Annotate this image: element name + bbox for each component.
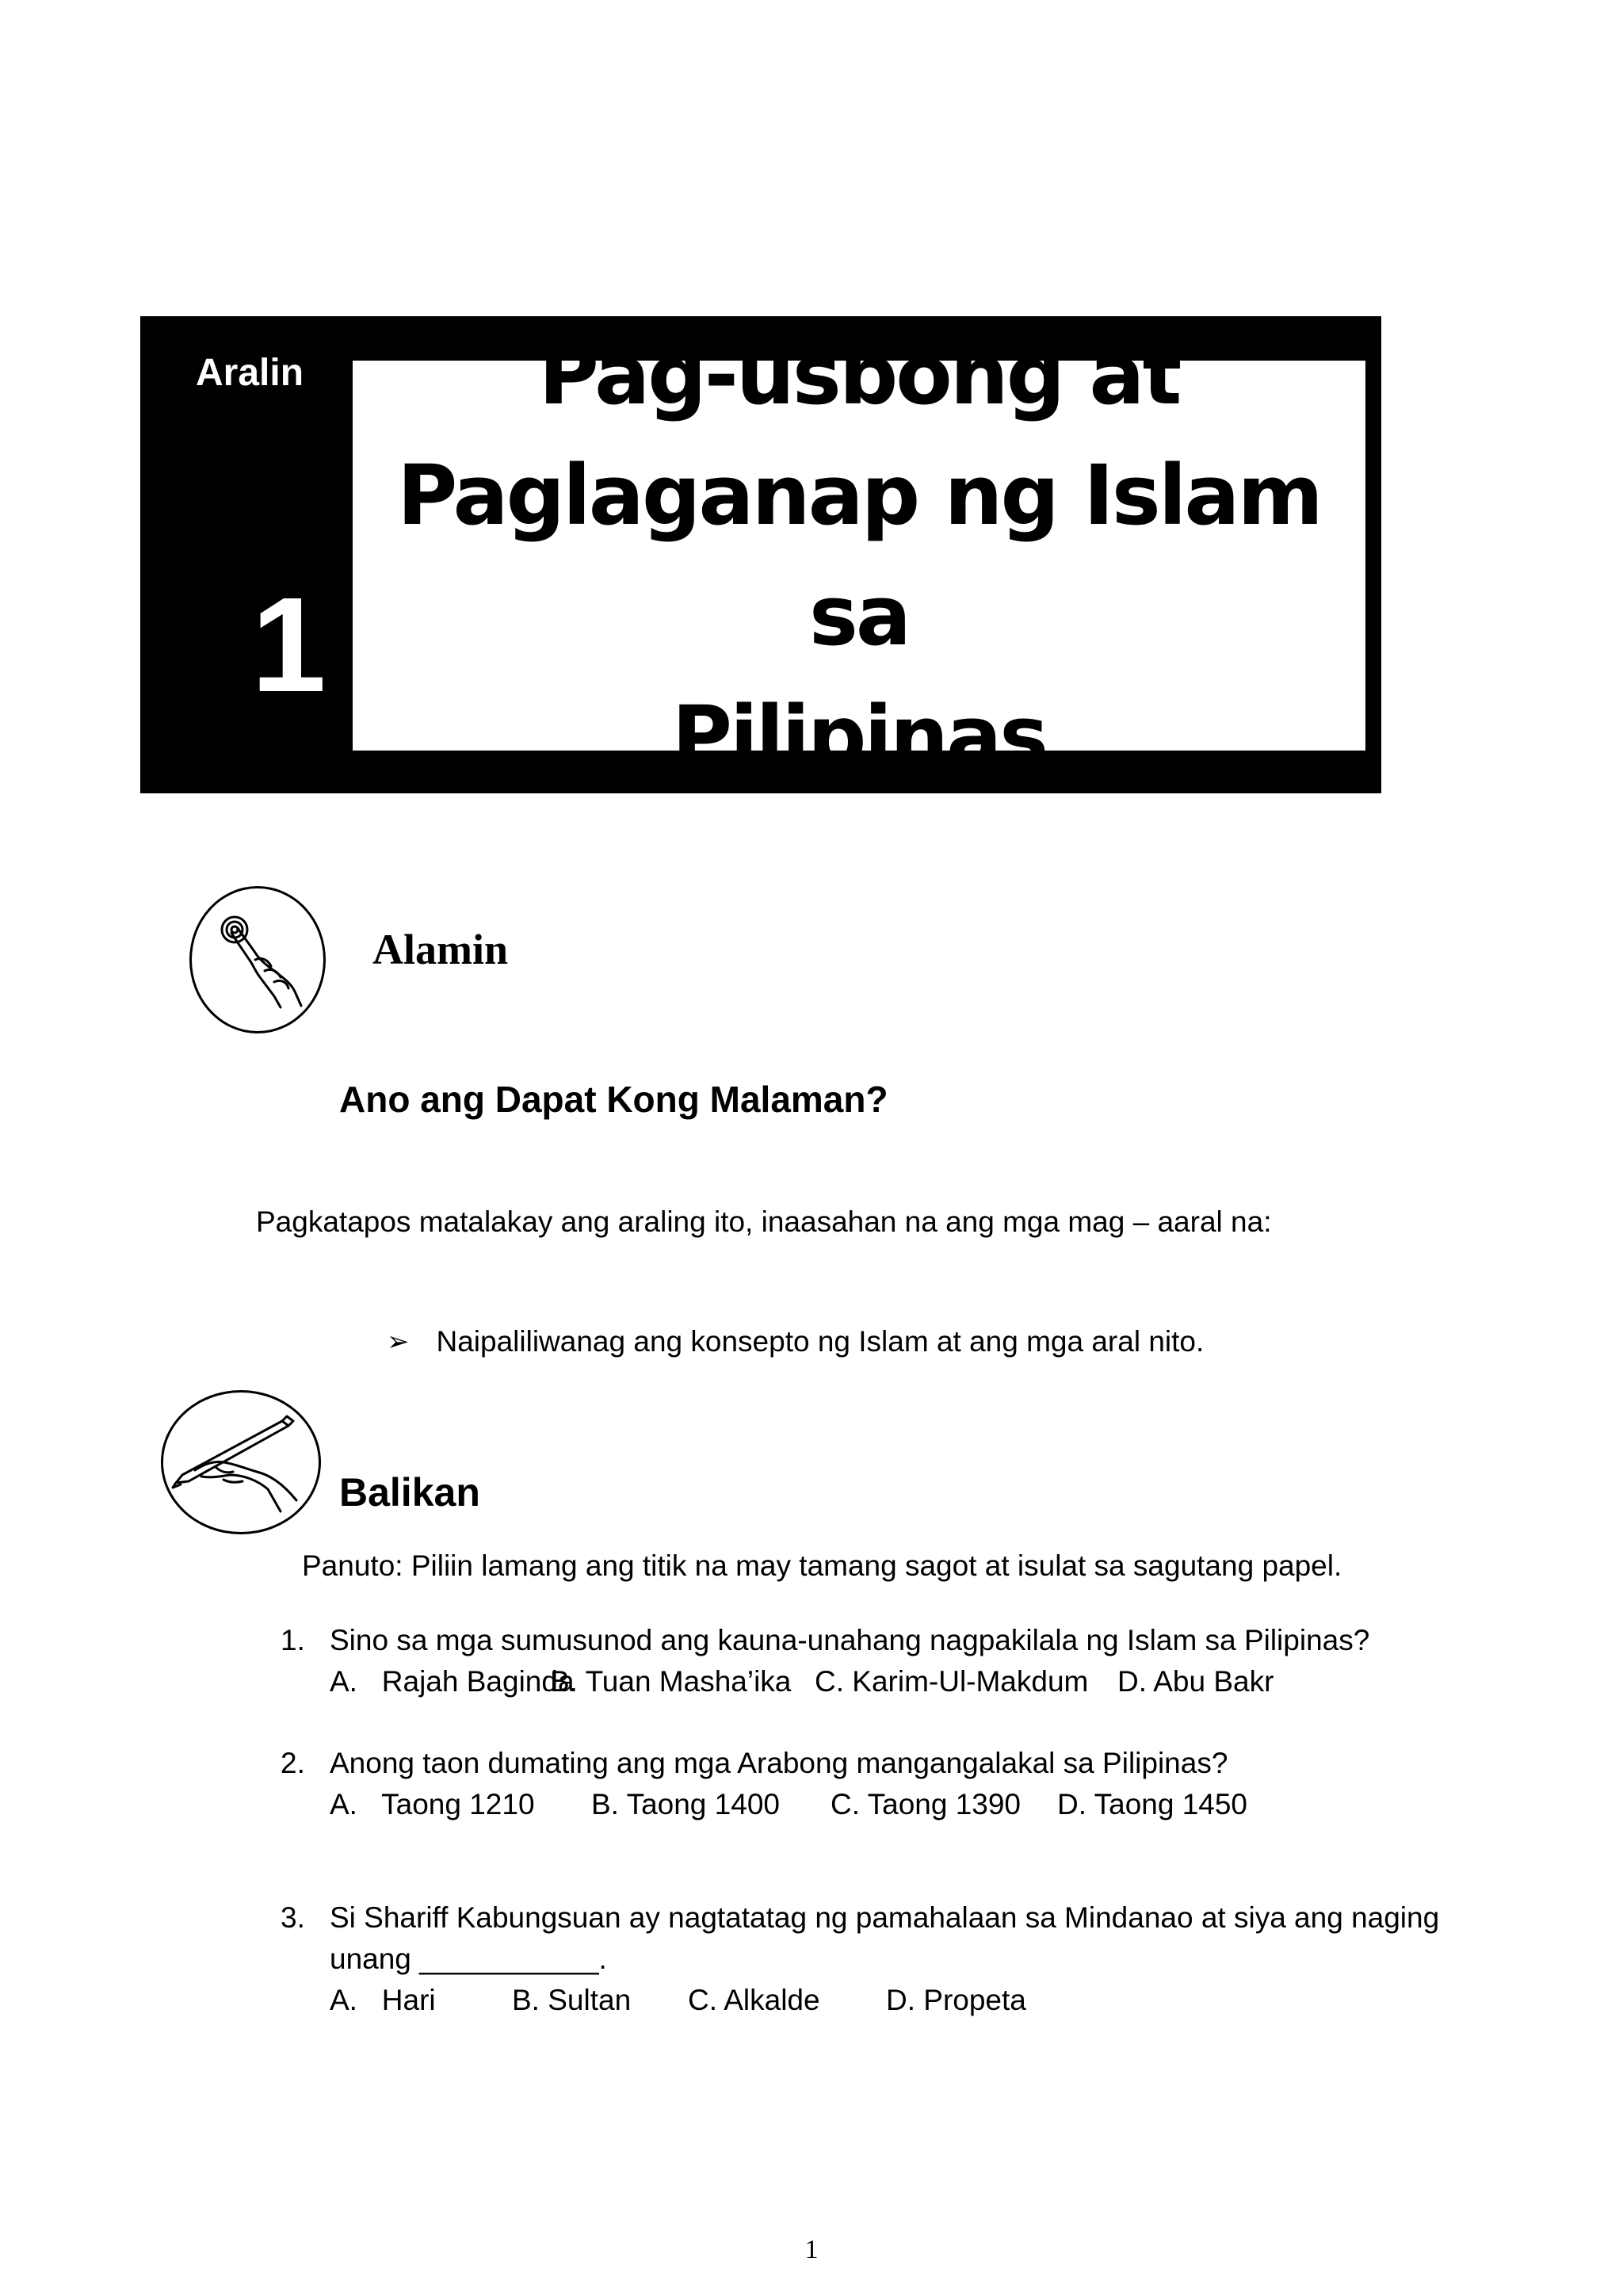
lesson-title: [353, 315, 1365, 797]
objective-item: [387, 1325, 1204, 1358]
question-item: [281, 1743, 1247, 1825]
choice: C. Alkalde: [688, 1984, 820, 2016]
answer-choices: [330, 1980, 1439, 2021]
choice: D. Abu Bakr: [1117, 1665, 1274, 1698]
choice: A. Rajah Baginda: [330, 1665, 575, 1698]
alamin-intro: Pagkatapos matalakay ang araling ito, inaasahan na ang mga mag – aaral na:: [256, 1205, 1272, 1238]
page-number: 1: [804, 2235, 819, 2264]
choice: B. Tuan Masha’ika: [550, 1665, 792, 1698]
lesson-number: 1: [251, 570, 327, 720]
objective-text: Naipaliliwanag ang konsepto ng Islam at ang mga aral nito.: [436, 1325, 1205, 1358]
choice: C. Karim-Ul-Makdum: [815, 1665, 1089, 1698]
lesson-title-box: [353, 327, 1365, 785]
lesson-header: [140, 316, 1381, 793]
lesson-label: Aralin: [196, 352, 304, 394]
question-item: [281, 1620, 1369, 1702]
question-text: Si Shariff Kabungsuan ay nagtatatag ng pamahalaan sa Mindanao at siya ang naging: [330, 1901, 1440, 1934]
question-text: unang ___________.: [330, 1943, 607, 1975]
pointing-finger-icon: [189, 886, 326, 1033]
choice: A. Hari: [330, 1984, 436, 2016]
question-number: 3.: [281, 1901, 305, 1934]
choice: D. Taong 1450: [1057, 1788, 1248, 1820]
choice: A. Taong 1210: [330, 1788, 535, 1820]
choice: C. Taong 1390: [831, 1788, 1022, 1820]
lesson-title-line: Pag-usbong at: [538, 327, 1180, 423]
alamin-heading: Alamin: [372, 926, 509, 973]
choice: D. Propeta: [886, 1984, 1026, 2016]
question-text: Anong taon dumating ang mga Arabong mangangalakal sa Pilipinas?: [330, 1747, 1228, 1779]
arrow-bullet-icon: ➢: [387, 1327, 410, 1357]
question-number: 2.: [281, 1747, 305, 1779]
choice: B. Taong 1400: [591, 1788, 780, 1820]
question-text: Sino sa mga sumusunod ang kauna-unahang nagpakilala ng Islam sa Pilipinas?: [330, 1624, 1370, 1656]
alamin-subheading: Ano ang Dapat Kong Malaman?: [339, 1079, 888, 1120]
answer-choices: [330, 1784, 1247, 1825]
lesson-title-line: Pilipinas: [671, 688, 1047, 785]
writing-hand-icon: [161, 1390, 321, 1534]
question-item: [281, 1897, 1439, 2021]
answer-choices: [330, 1661, 1369, 1702]
instructions: Panuto: Piliin lamang ang titik na may tamang sagot at isulat sa sagutang papel.: [302, 1549, 1342, 1582]
lesson-title-line: Paglaganap ng Islam sa: [397, 447, 1321, 664]
choice: B. Sultan: [512, 1984, 632, 2016]
balikan-heading: Balikan: [339, 1470, 480, 1515]
question-number: 1.: [281, 1624, 305, 1656]
